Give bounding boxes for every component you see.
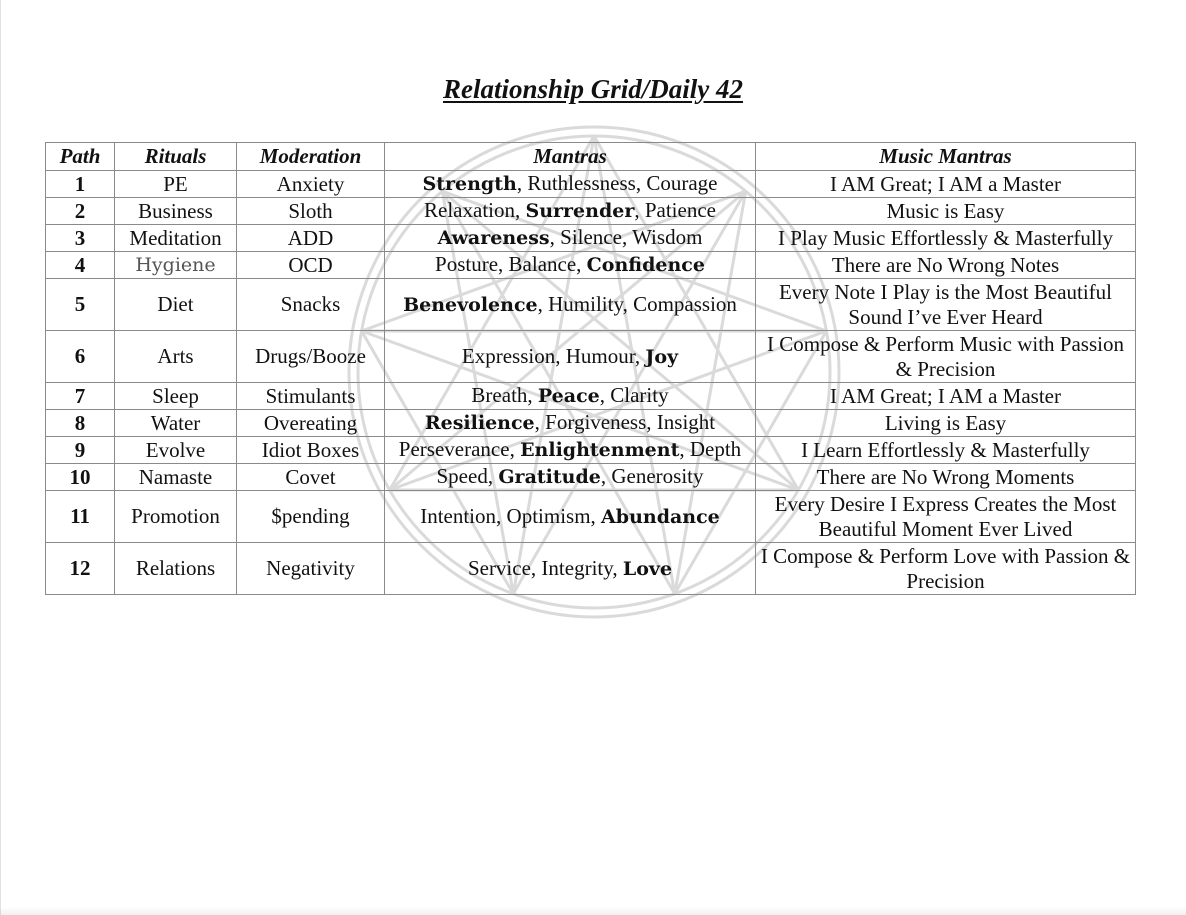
- header-music-mantras: Music Mantras: [756, 143, 1136, 171]
- music-mantra-cell: I Play Music Effortlessly & Masterfully: [756, 225, 1136, 252]
- moderation-cell: Sloth: [237, 198, 385, 225]
- music-mantra-cell: I Learn Effortlessly & Masterfully: [756, 437, 1136, 464]
- mantra-separator: ,: [549, 225, 561, 249]
- table-row: [46, 279, 1136, 331]
- path-cell: 9: [46, 437, 115, 464]
- mantra-separator: ,: [509, 437, 521, 461]
- mantras-cell: [385, 279, 756, 331]
- table-row: [46, 331, 1136, 383]
- mantras-cell: [385, 491, 756, 543]
- path-cell: 3: [46, 225, 115, 252]
- mantras-cell: [385, 437, 756, 464]
- mantra-word: Optimism: [506, 503, 591, 528]
- mantra-word: Compassion: [633, 291, 737, 316]
- mantra-word: Integrity: [541, 555, 613, 580]
- mantra-key-word: Gratitude: [498, 466, 601, 488]
- music-mantra-cell: Every Desire I Express Creates the Most Beautiful Moment Ever Lived: [756, 491, 1136, 543]
- mantra-word: Ruthlessness: [527, 171, 636, 195]
- table-row: [46, 437, 1136, 464]
- table-row: [46, 252, 1136, 279]
- mantras-cell: [385, 543, 756, 595]
- header-moderation: Moderation: [237, 143, 385, 171]
- moderation-cell: Snacks: [237, 279, 385, 331]
- mantra-word: Clarity: [610, 383, 669, 407]
- path-cell: 12: [46, 543, 115, 595]
- path-cell: 2: [46, 198, 115, 225]
- mantra-separator: ,: [621, 225, 633, 249]
- mantras-cell: [385, 225, 756, 252]
- mantra-separator: ,: [530, 555, 542, 580]
- ritual-cell: Business: [115, 198, 237, 225]
- mantra-separator: ,: [537, 291, 549, 316]
- mantra-separator: ,: [634, 343, 646, 368]
- path-cell: 8: [46, 410, 115, 437]
- document-title: Relationship Grid/Daily 42: [442, 74, 744, 104]
- ritual-cell: Arts: [115, 331, 237, 383]
- mantra-key-word: Confidence: [586, 254, 705, 276]
- mantra-separator: ,: [527, 383, 538, 407]
- header-path: Path: [46, 143, 115, 171]
- mantra-key-word: Peace: [537, 385, 600, 407]
- table-row: [46, 198, 1136, 225]
- table-row: [46, 225, 1136, 252]
- path-cell: 1: [46, 171, 115, 198]
- mantra-word: Perseverance: [398, 437, 510, 461]
- mantra-word: Balance: [508, 252, 577, 276]
- mantra-key-word: Strength: [422, 173, 517, 195]
- mantra-word: Patience: [644, 198, 716, 222]
- mantra-key-word: Enlightenment: [520, 439, 680, 461]
- mantra-word: Depth: [689, 437, 742, 461]
- mantra-separator: ,: [600, 464, 612, 488]
- header-mantras: Mantras: [385, 143, 756, 171]
- mantra-separator: ,: [634, 198, 645, 222]
- path-cell: 6: [46, 331, 115, 383]
- music-mantra-cell: I AM Great; I AM a Master: [756, 171, 1136, 198]
- moderation-cell: Idiot Boxes: [237, 437, 385, 464]
- mantra-word: Intention: [420, 503, 497, 528]
- mantra-word: Generosity: [611, 464, 704, 488]
- mantras-cell: [385, 331, 756, 383]
- music-mantra-cell: Living is Easy: [756, 410, 1136, 437]
- music-mantra-cell: I Compose & Perform Love with Passion & Precision: [756, 543, 1136, 595]
- music-mantra-cell: Music is Easy: [756, 198, 1136, 225]
- mantra-separator: ,: [646, 410, 657, 434]
- mantra-key-word: Joy: [645, 345, 679, 368]
- mantra-separator: ,: [635, 171, 647, 195]
- mantra-word: Expression: [461, 343, 556, 368]
- mantra-word: Breath: [471, 383, 528, 407]
- moderation-cell: $pending: [237, 491, 385, 543]
- table-row: [46, 410, 1136, 437]
- ritual-cell: Diet: [115, 279, 237, 331]
- mantra-word: Forgiveness: [545, 410, 647, 434]
- ritual-cell: PE: [115, 171, 237, 198]
- path-cell: 4: [46, 252, 115, 279]
- ritual-cell: Evolve: [115, 437, 237, 464]
- music-mantra-cell: There are No Wrong Moments: [756, 464, 1136, 491]
- mantra-word: Service: [467, 555, 531, 580]
- mantras-cell: [385, 383, 756, 410]
- mantra-separator: ,: [599, 383, 611, 407]
- table-row: [46, 171, 1136, 198]
- mantra-separator: ,: [516, 171, 528, 195]
- mantra-key-word: Resilience: [424, 412, 535, 434]
- moderation-cell: Negativity: [237, 543, 385, 595]
- table-row: [46, 543, 1136, 595]
- ritual-cell: Hygiene: [115, 252, 237, 279]
- header-row: [46, 143, 1136, 171]
- mantra-separator: ,: [590, 503, 602, 528]
- mantras-cell: [385, 198, 756, 225]
- mantras-cell: [385, 410, 756, 437]
- moderation-cell: Anxiety: [237, 171, 385, 198]
- mantra-separator: ,: [515, 198, 526, 222]
- mantra-key-word: Abundance: [601, 505, 720, 528]
- mantra-word: Relaxation: [424, 198, 515, 222]
- mantra-key-word: Love: [622, 557, 673, 580]
- mantra-separator: ,: [622, 291, 634, 316]
- mantra-word: Humour: [565, 343, 635, 368]
- ritual-cell: Promotion: [115, 491, 237, 543]
- music-mantra-cell: Every Note I Play is the Most Beautiful Sound I’ve Ever Heard: [756, 279, 1136, 331]
- ritual-cell: Namaste: [115, 464, 237, 491]
- mantra-word: Humility: [548, 291, 623, 316]
- moderation-cell: Stimulants: [237, 383, 385, 410]
- mantra-separator: ,: [612, 555, 623, 580]
- mantra-word: Courage: [646, 171, 718, 195]
- mantra-word: Posture: [435, 252, 499, 276]
- table-row: [46, 383, 1136, 410]
- mantra-separator: ,: [534, 410, 546, 434]
- mantra-key-word: Awareness: [437, 227, 550, 249]
- path-cell: 10: [46, 464, 115, 491]
- table-row: [46, 464, 1136, 491]
- mantras-cell: [385, 171, 756, 198]
- page-bottom-shadow: [0, 907, 1186, 915]
- mantra-key-word: Benevolence: [403, 293, 538, 316]
- mantra-key-word: Surrender: [525, 200, 635, 222]
- ritual-cell: Meditation: [115, 225, 237, 252]
- mantra-separator: ,: [496, 503, 507, 528]
- mantra-word: Wisdom: [632, 225, 703, 249]
- ritual-cell: Relations: [115, 543, 237, 595]
- moderation-cell: Overeating: [237, 410, 385, 437]
- table-row: [46, 491, 1136, 543]
- mantra-separator: ,: [555, 343, 566, 368]
- moderation-cell: OCD: [237, 252, 385, 279]
- path-cell: 7: [46, 383, 115, 410]
- mantra-separator: ,: [576, 252, 587, 276]
- ritual-cell: Water: [115, 410, 237, 437]
- path-cell: 11: [46, 491, 115, 543]
- moderation-cell: ADD: [237, 225, 385, 252]
- mantra-word: Silence: [560, 225, 622, 249]
- music-mantra-cell: There are No Wrong Notes: [756, 252, 1136, 279]
- mantras-cell: [385, 252, 756, 279]
- moderation-cell: Drugs/Booze: [237, 331, 385, 383]
- relationship-grid-table: [45, 142, 1136, 595]
- moderation-cell: Covet: [237, 464, 385, 491]
- mantra-word: Insight: [656, 410, 716, 434]
- mantra-separator: ,: [487, 464, 499, 488]
- music-mantra-cell: I AM Great; I AM a Master: [756, 383, 1136, 410]
- mantra-separator: ,: [498, 252, 509, 276]
- mantras-cell: [385, 464, 756, 491]
- mantra-separator: ,: [679, 437, 690, 461]
- path-cell: 5: [46, 279, 115, 331]
- header-rituals: Rituals: [115, 143, 237, 171]
- music-mantra-cell: I Compose & Perform Music with Passion & Precision: [756, 331, 1136, 383]
- table-body: [46, 171, 1136, 595]
- mantra-word: Speed: [436, 464, 488, 488]
- ritual-cell: Sleep: [115, 383, 237, 410]
